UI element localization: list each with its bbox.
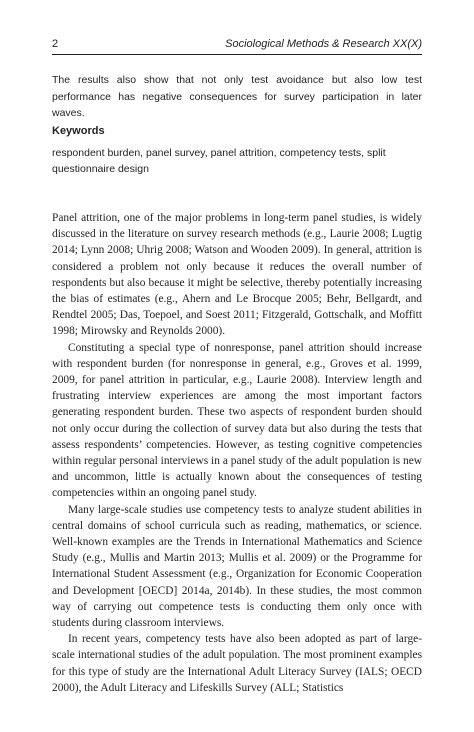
running-head [52, 36, 422, 55]
body-text [52, 210, 422, 696]
body-paragraph: Constituting a special type of nonresponse, panel attrition should increase with respondent burden (for nonresponse in general, e.g., Groves et al. 1999, 2009, for panel attrition in particular, e.g., Laurie 2008). Interview length and frustrating interview experiences are among the most important factors generating respondent burden. These two aspects of respondent burden should not only occur during the collection of survey data but also during the tests that assess respondents’ competencies. However, as testing cognitive competencies within regular personal interviews in a panel study of the adult population is new and uncommon, little is actually known about the consequences of testing competencies within an ongoing panel study. [52, 341, 422, 500]
body-paragraph: Panel attrition, one of the major problems in long-term panel studies, is widely discussed in the literature on survey research methods (e.g., Laurie 2008; Lugtig 2014; Lynn 2008; Uhrig 2008; Watson and Wooden 2009). In general, attrition is considered a problem not only because it reduces the overall number of respondents but also because it might be selective, thereby potentially increasing the bias of estimates (e.g., Ahern and Le Brocque 2005; Behr, Bellgardt, and Rendtel 2005; Das, Toepoel, and Soest 2011; Fitzgerald, Gottschalk, and Moffitt 1998; Mirowsky and Reynolds 2000). [52, 212, 422, 338]
body-paragraph: In recent years, competency tests have also been adopted as part of large-scale international studies of the adult population. The most prominent examples for this type of study are the International Adult Literacy Survey (IALS; OECD 2000), the Adult Literacy and Lifeskills Survey (ALL; Statistics [52, 633, 422, 694]
keywords-list: respondent burden, panel survey, panel attrition, competency tests, split questionnaire design [52, 147, 386, 175]
journal-title: Sociological Methods & Research XX(X) [225, 38, 422, 50]
body-paragraph: Many large-scale studies use competency tests to analyze student abilities in central domains of school curricula such as reading, mathematics, or science. Well-known examples are the Trends in International Mathematics and Science Study (e.g., Mullis and Martin 2013; Mullis et al. 2009) or the Programme for International Student Assessment (e.g., Organization for Economic Cooperation and Development [OECD] 2014a, 2014b). In these studies, the most common way of carrying out competence tests is conducting them only once with students during classroom interviews. [52, 503, 422, 630]
abstract-tail: The results also show that not only test avoidance but also low test performance has negative consequences for survey participation in later waves. [52, 74, 422, 119]
keywords-heading: Keywords [52, 125, 105, 137]
page-number: 2 [52, 38, 59, 50]
